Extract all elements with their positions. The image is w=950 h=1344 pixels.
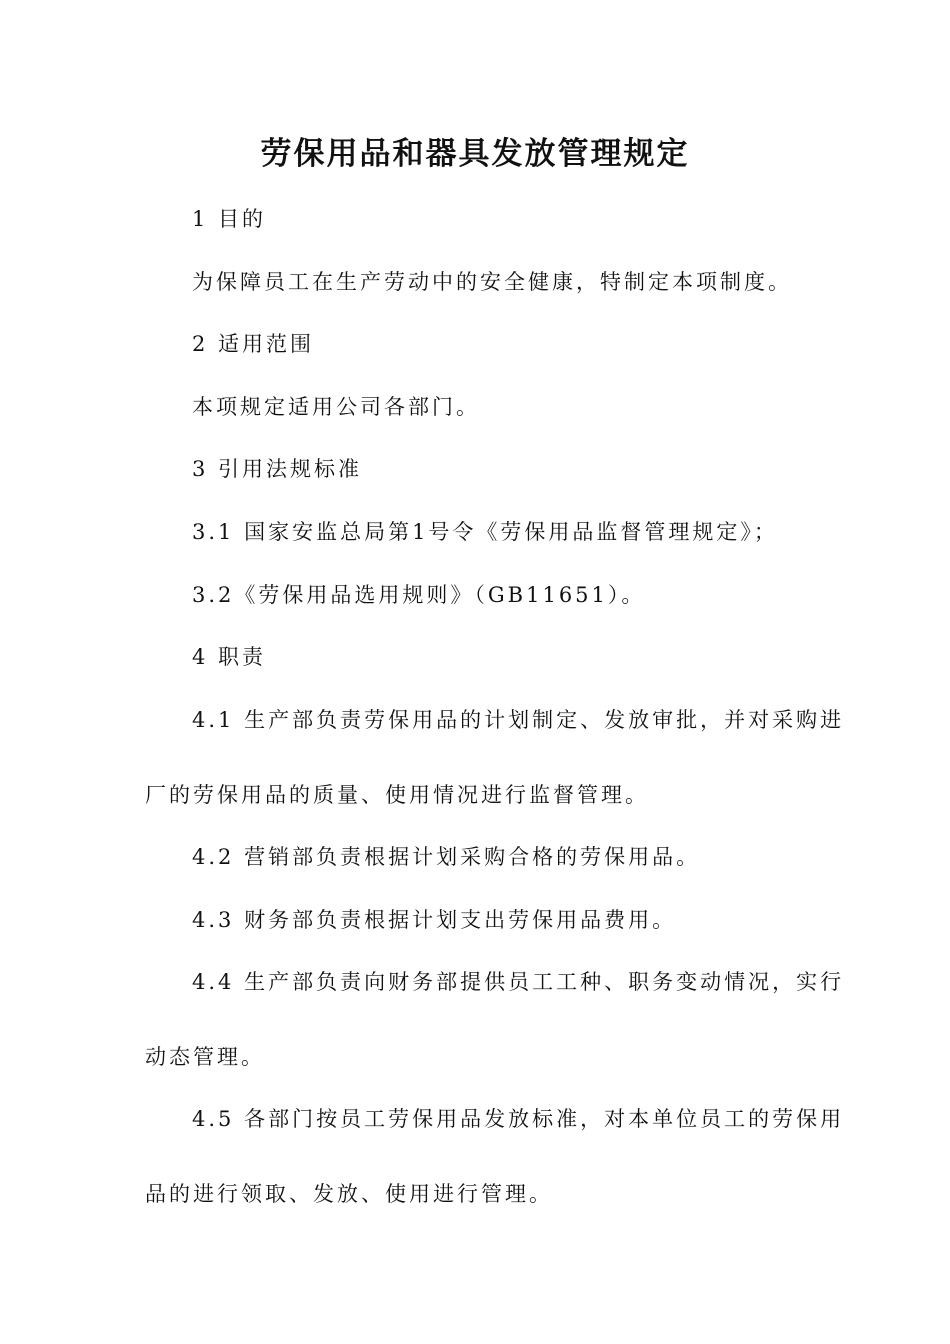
duty-paragraph-line: 4.5 各部门按员工劳保用品发放标准，对本单位员工的劳保用: [192, 1107, 845, 1131]
reference-item: 3.1 国家安监总局第1号令《劳保用品监督管理规定》；: [192, 520, 778, 544]
duty-paragraph-line: 4.3 财务部负责根据计划支出劳保用品费用。: [192, 908, 677, 932]
duty-paragraph-line: 动态管理。: [145, 1045, 265, 1069]
duty-paragraph-line: 4.1 生产部负责劳保用品的计划制定、发放审批，并对采购进: [192, 708, 845, 732]
paragraph-scope: 本项规定适用公司各部门。: [192, 395, 480, 419]
section-heading-scope: 2 适用范围: [192, 332, 315, 356]
section-heading-duties: 4 职责: [192, 645, 267, 669]
duty-paragraph-line: 4.4 生产部负责向财务部提供员工工种、职务变动情况，实行: [192, 970, 845, 994]
section-heading-references: 3 引用法规标准: [192, 457, 363, 481]
duty-paragraph-line: 品的进行领取、发放、使用进行管理。: [145, 1182, 553, 1206]
reference-item: 3.2《劳保用品选用规则》（GB11651）。: [192, 583, 646, 607]
document-title: 劳保用品和器具发放管理规定: [260, 136, 690, 172]
section-heading-purpose: 1 目的: [192, 207, 267, 231]
duty-paragraph-line: 4.2 营销部负责根据计划采购合格的劳保用品。: [192, 845, 701, 869]
duty-paragraph-line: 厂的劳保用品的质量、使用情况进行监督管理。: [145, 783, 649, 807]
paragraph-purpose: 为保障员工在生产劳动中的安全健康，特制定本项制度。: [192, 270, 792, 294]
